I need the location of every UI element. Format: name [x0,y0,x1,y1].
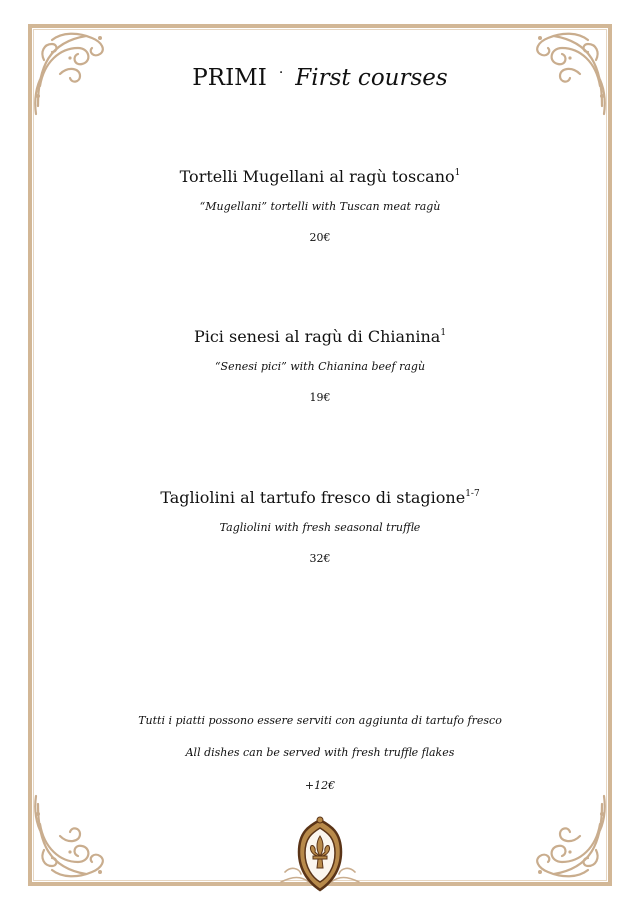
dish-price: 32€ [309,552,331,565]
dish-price: 20€ [309,231,331,244]
baroque-corner-flourish-icon [30,794,120,884]
title-english: First courses [295,65,448,91]
page-title [0,56,640,95]
dish-name-text: Tortelli Mugellani al ragù toscano [179,167,455,186]
allergen-note: 1 [454,168,461,178]
dish-name-text: Tagliolini al tartufo fresco di stagione [160,488,466,507]
title-separator: · [278,65,284,81]
menu-item [60,482,580,567]
fleur-de-lis-crest-icon [279,816,361,896]
dish-description: Tagliolini with fresh seasonal truffle [219,521,421,534]
truffle-note-italian: Tutti i piatti possono essere serviti con aggiunta di tartufo fresco [138,714,502,727]
dish-name [60,482,580,510]
menu-item [60,161,580,246]
allergen-note: 1-7 [465,489,480,499]
dish-name [60,321,580,349]
dish-price: 19€ [309,391,331,404]
dish-description: “Mugellani” tortelli with Tuscan meat ragù [199,200,441,213]
baroque-corner-flourish-icon [520,794,610,884]
truffle-extra-price: +12€ [304,779,336,792]
truffle-note-english: All dishes can be served with fresh truffle flakes [185,746,455,759]
dish-name [60,161,580,189]
menu-item [60,321,580,406]
dish-name-text: Pici senesi al ragù di Chianina [193,327,441,346]
dish-description: “Senesi pici” with Chianina beef ragù [214,360,426,373]
allergen-note: 1 [440,328,447,338]
title-italian: PRIMI [192,65,267,91]
